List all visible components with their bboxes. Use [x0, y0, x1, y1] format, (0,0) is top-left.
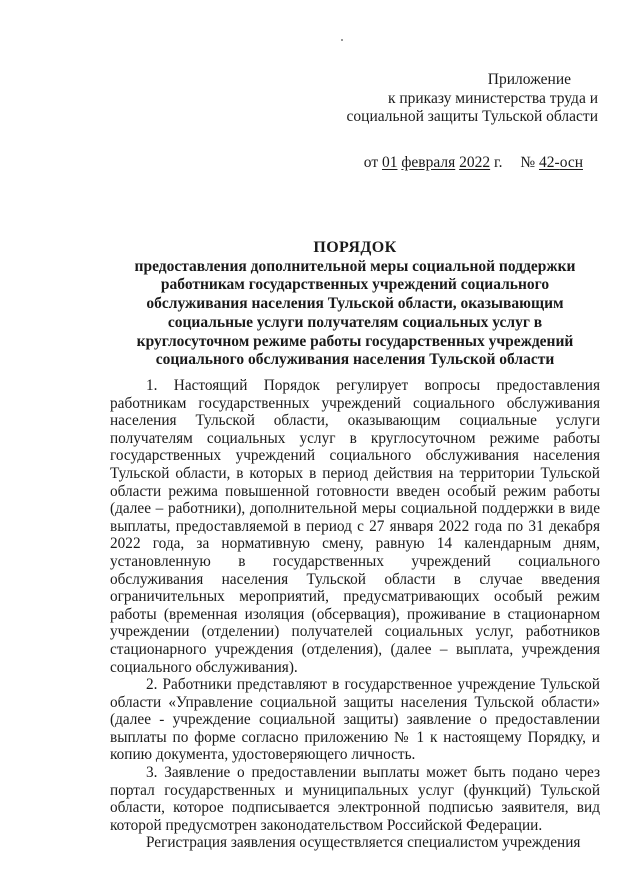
title-heading: ПОРЯДОК: [313, 239, 397, 256]
paragraph-4: Регистрация заявления осуществляется специалистом учреждения: [146, 834, 581, 852]
order-number-label: №: [520, 154, 536, 171]
scan-speck: [341, 39, 343, 41]
document-title: [110, 239, 600, 370]
order-from-label: от: [363, 154, 379, 171]
order-number: 42-: [539, 154, 560, 171]
order-number-suffix: осн: [559, 154, 583, 171]
order-day: 01: [381, 154, 398, 171]
approval-line-2: к приказу министерства труда и: [387, 89, 598, 107]
order-year: 2022: [459, 154, 491, 171]
order-year-suffix: г.: [493, 154, 503, 171]
document-body: [110, 377, 600, 852]
paragraph-3: 3. Заявление о предоставлении выплаты может быть подано через портал государственных и муниципальных услуг (функций) Тульской области, которое подписывается электронной подписью заявителя, вид которой предусмотрен законодательством Российской Федерации.: [110, 764, 600, 834]
order-date-number: [364, 154, 583, 172]
paragraph-2: 2. Работники представляют в государственное учреждение Тульской области «Управление социальной защиты населения Тульской области» (далее - учреждение социальной защиты) заявление о предоставлении выплаты по форме согласно приложению № 1 к настоящему Порядку, и копию документа, удостоверяющего личность.: [110, 676, 600, 764]
title-subtitle: предоставления дополнительной меры социальной поддержки работникам государственных учреждений социального обслуживания населения Тульской области, оказывающим социальные услуги получателям социальных услуг в круглосуточном режиме работы государственных учреждений социального обслуживания населения Тульской области: [134, 257, 576, 369]
paragraph-1: 1. Настоящий Порядок регулирует вопросы предоставления работникам государственных учреждений социального обслуживания населения Тульской области, оказывающим социальные услуги получателям социальных услуг в круглосуточном режиме работы государственных учреждений социального обслуживания населения Тульской области, в которых в период действия на территории Тульской области режима повышенной готовности введен особый режим работы (далее – работники), дополнительной меры социальной поддержки в виде выплаты, предоставляемой в период с 27 января 2022 года по 31 декабря 2022 года, за нормативную смену, равную 14 календарным дням, установленную в государственных учреждений социального обслуживания населения Тульской области в случае введения ограничительных мероприятий, предусматривающих особый режим работы (временная изоляция (обсервация), проживание в стационарном учреждении (отделении) получателей социальных услуг, работников стационарного учреждения (отделения), (далее – выплата, учреждения социального обслуживания).: [110, 377, 600, 676]
approval-line-3: социальной защиты Тульской области: [346, 108, 598, 125]
order-month: февраля: [401, 154, 456, 171]
approval-line-1: Приложение: [487, 71, 571, 88]
approval-block: [347, 71, 598, 127]
